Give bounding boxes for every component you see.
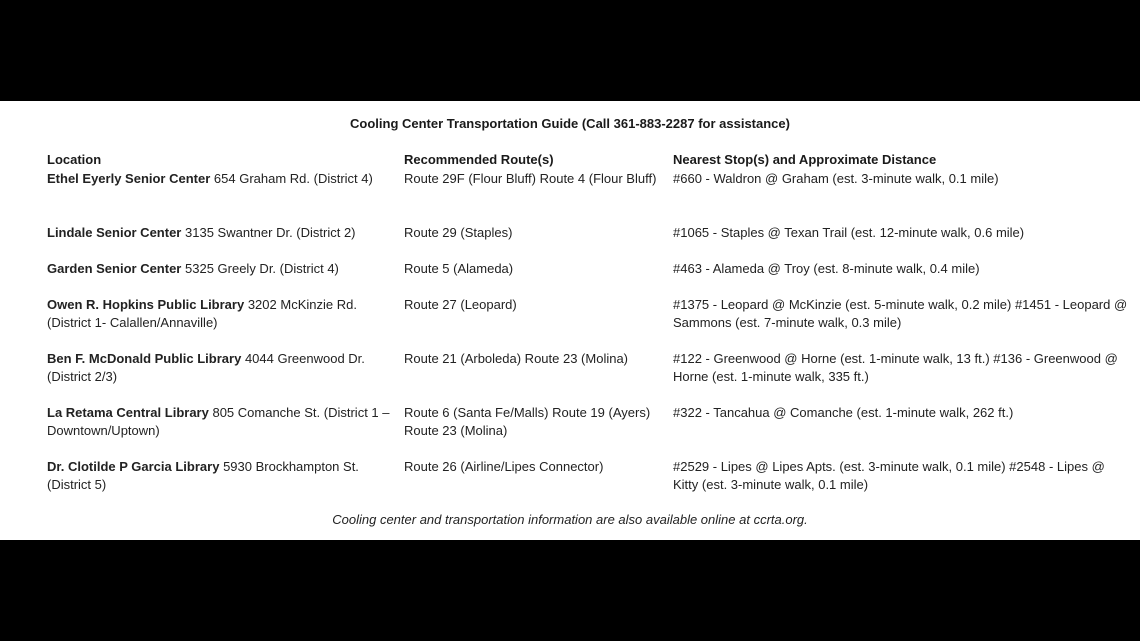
stops-cell: #660 - Waldron @ Graham (est. 3-minute walk, 0.1 mile) <box>673 171 999 186</box>
table-row <box>0 260 1140 300</box>
table-row <box>0 404 1140 444</box>
stops-cell: #122 - Greenwood @ Horne (est. 1-minute walk, 13 ft.) #136 - Greenwood @ Horne (est. 1-minute walk, 335 ft.) <box>673 351 1118 384</box>
routes-cell: Route 21 (Arboleda) Route 23 (Molina) <box>404 351 629 366</box>
location-cell <box>47 224 392 242</box>
location-cell <box>47 296 392 332</box>
location-name: Garden Senior Center <box>47 261 182 276</box>
stops-cell: #1065 - Staples @ Texan Trail (est. 12-minute walk, 0.6 mile) <box>673 225 1025 240</box>
location-address: 5930 Brockhampton St. (District 5) <box>47 459 359 492</box>
location-name: Ben F. McDonald Public Library <box>47 351 242 366</box>
guide-panel <box>0 101 1140 540</box>
stops-cell: #2529 - Lipes @ Lipes Apts. (est. 3-minute walk, 0.1 mile) #2548 - Lipes @ Kitty (est. 3-minute walk, 0.1 mile) <box>673 459 1105 492</box>
location-address: 3135 Swantner Dr. (District 2) <box>185 225 356 240</box>
header-location: Location <box>47 152 102 167</box>
routes-cell: Route 6 (Santa Fe/Malls) Route 19 (Ayers) Route 23 (Molina) <box>404 405 651 438</box>
location-address: 3202 McKinzie Rd. (District 1- Calallen/Annaville) <box>47 297 357 330</box>
table-row <box>0 296 1140 336</box>
location-cell <box>47 404 392 440</box>
header-stops: Nearest Stop(s) and Approximate Distance <box>673 152 937 167</box>
table-row <box>0 224 1140 264</box>
location-cell <box>47 350 392 386</box>
table-row <box>0 170 1140 210</box>
location-cell <box>47 260 392 278</box>
location-name: La Retama Central Library <box>47 405 209 420</box>
routes-cell: Route 29F (Flour Bluff) Route 4 (Flour Bluff) <box>404 171 657 186</box>
stops-cell: #463 - Alameda @ Troy (est. 8-minute walk, 0.4 mile) <box>673 261 980 276</box>
stops-cell: #1375 - Leopard @ McKinzie (est. 5-minute walk, 0.2 mile) #1451 - Leopard @ Sammons (est. 7-minute walk, 0.3 mile) <box>673 297 1128 330</box>
stops-cell: #322 - Tancahua @ Comanche (est. 1-minute walk, 262 ft.) <box>673 405 1014 420</box>
location-address: 805 Comanche St. (District 1 – Downtown/Uptown) <box>47 405 390 438</box>
location-name: Dr. Clotilde P Garcia Library <box>47 459 220 474</box>
location-address: 4044 Greenwood Dr. (District 2/3) <box>47 351 365 384</box>
location-name: Owen R. Hopkins Public Library <box>47 297 245 312</box>
header-routes: Recommended Route(s) <box>404 152 554 167</box>
routes-cell: Route 5 (Alameda) <box>404 261 514 276</box>
location-address: 654 Graham Rd. (District 4) <box>213 171 373 186</box>
location-name: Lindale Senior Center <box>47 225 182 240</box>
routes-cell: Route 27 (Leopard) <box>404 297 517 312</box>
location-cell <box>47 458 392 494</box>
table-row <box>0 350 1140 390</box>
location-cell <box>47 170 392 188</box>
footer-note: Cooling center and transportation information are also available online at ccrta.org. <box>332 512 808 527</box>
routes-cell: Route 29 (Staples) <box>404 225 513 240</box>
table-header <box>0 152 1140 170</box>
table-row <box>0 458 1140 498</box>
location-address: 5325 Greely Dr. (District 4) <box>185 261 339 276</box>
routes-cell: Route 26 (Airline/Lipes Connector) <box>404 459 604 474</box>
location-name: Ethel Eyerly Senior Center <box>47 171 211 186</box>
page-title: Cooling Center Transportation Guide (Call 361-883-2287 for assistance) <box>350 116 790 131</box>
